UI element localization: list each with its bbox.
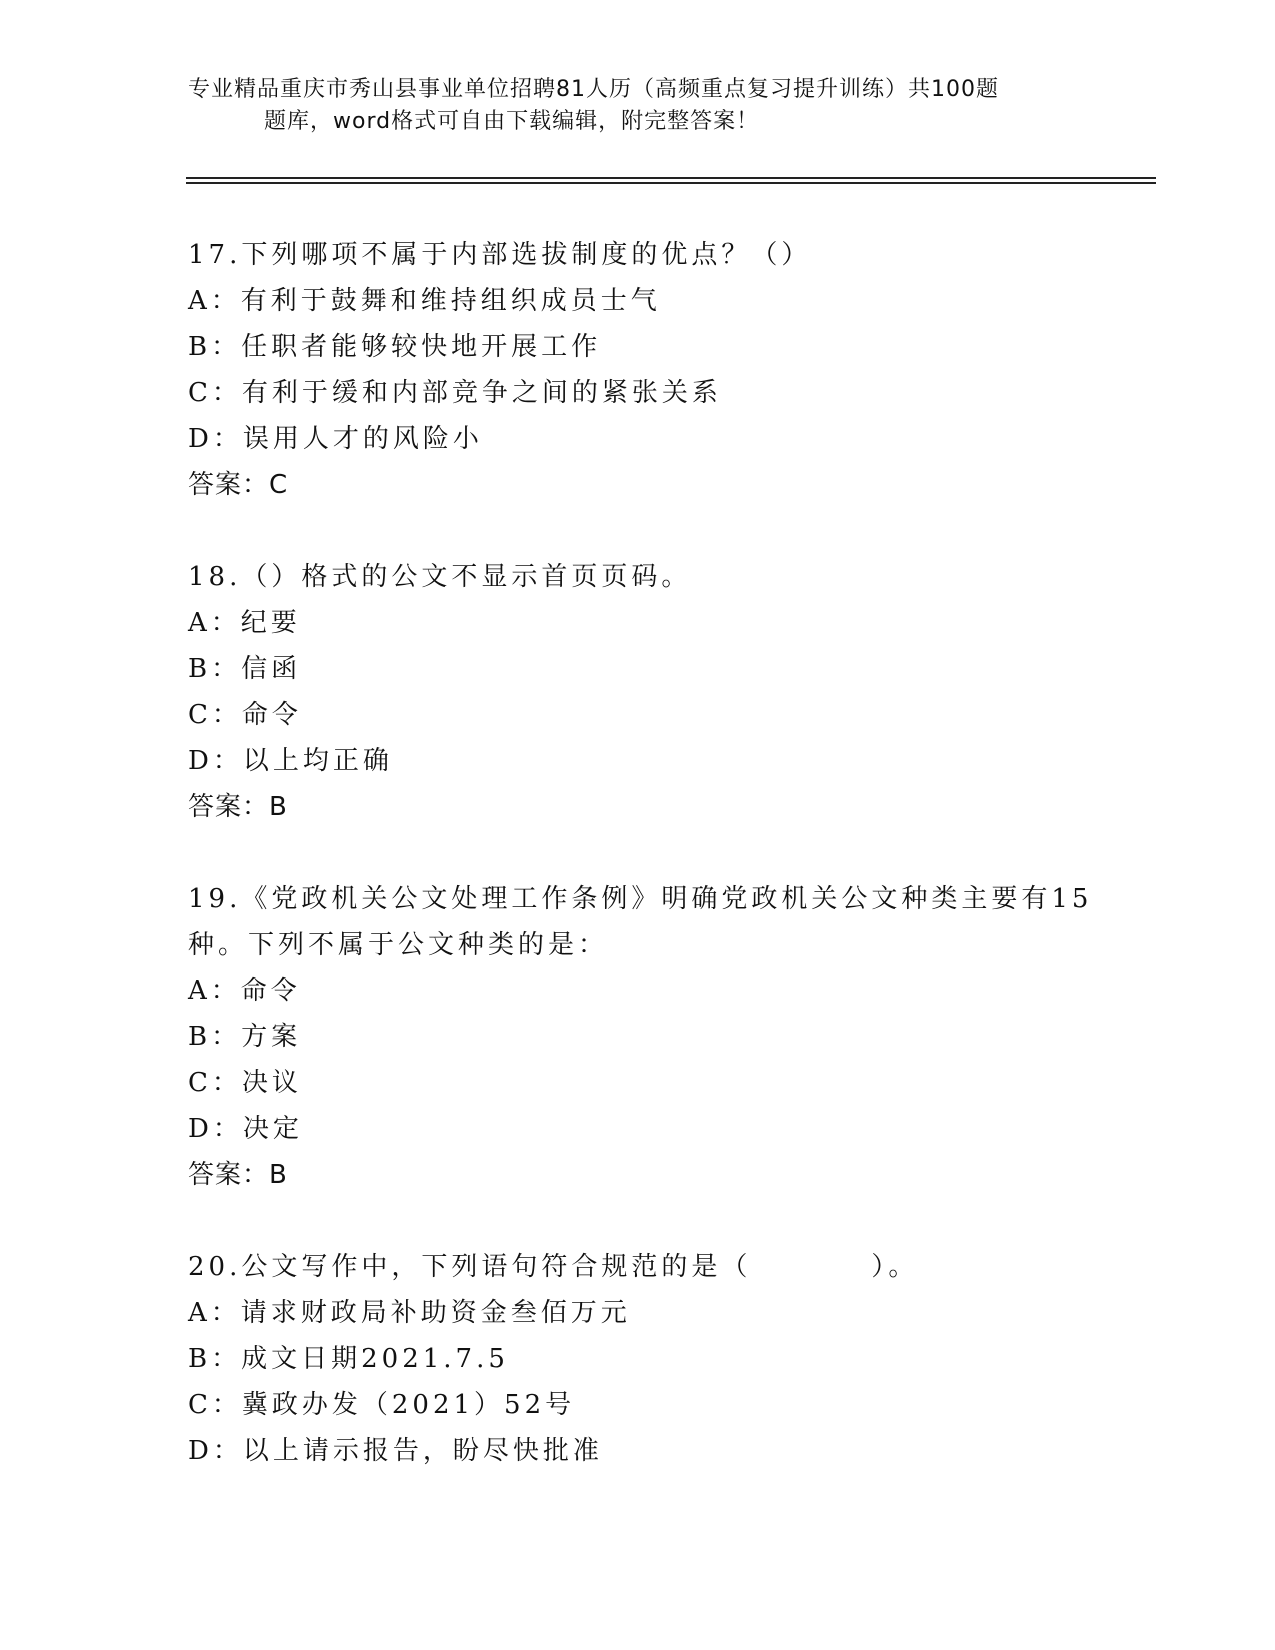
header-title-line-1: 专业精品重庆市秀山县事业单位招聘81人历（高频重点复习提升训练）共100题 bbox=[188, 77, 999, 102]
option-b: B：任职者能够较快地开展工作 bbox=[188, 332, 602, 362]
document-header bbox=[188, 74, 1088, 138]
option-c: C：决议 bbox=[188, 1068, 302, 1098]
question-18 bbox=[188, 554, 1088, 830]
option-b: B：成文日期2021.7.5 bbox=[188, 1344, 509, 1374]
question-17 bbox=[188, 232, 1088, 508]
answer-label: 答案：C bbox=[188, 470, 289, 500]
option-b: B：方案 bbox=[188, 1022, 302, 1052]
header-title-line-2: 题库，word格式可自由下载编辑，附完整答案！ bbox=[264, 109, 760, 134]
option-b: B：信函 bbox=[188, 654, 302, 684]
question-stem-line-2: 种。下列不属于公文种类的是： bbox=[188, 930, 609, 960]
header-divider-bottom bbox=[186, 182, 1156, 184]
option-d: D：误用人才的风险小 bbox=[188, 424, 483, 454]
option-c: C：冀政办发（2021）52号 bbox=[188, 1390, 576, 1420]
option-a: A：命令 bbox=[188, 976, 301, 1006]
option-a: A：请求财政局补助资金叁佰万元 bbox=[188, 1298, 631, 1328]
option-c: C：有利于缓和内部竞争之间的紧张关系 bbox=[188, 378, 722, 408]
header-divider-top bbox=[186, 177, 1156, 179]
answer-label: 答案：B bbox=[188, 1160, 288, 1190]
option-c: C：命令 bbox=[188, 700, 302, 730]
question-list bbox=[188, 232, 1093, 1520]
option-a: A：纪要 bbox=[188, 608, 301, 638]
option-d: D：以上均正确 bbox=[188, 746, 393, 776]
question-stem: 20.公文写作中，下列语句符合规范的是（ ）。 bbox=[188, 1252, 919, 1282]
question-stem-line-1: 19.《党政机关公文处理工作条例》明确党政机关公文种类主要有15 bbox=[188, 884, 1093, 914]
question-20 bbox=[188, 1244, 1088, 1474]
question-stem: 17.下列哪项不属于内部选拔制度的优点？（） bbox=[188, 240, 812, 270]
question-19 bbox=[188, 876, 1093, 1198]
option-d: D：以上请示报告，盼尽快批准 bbox=[188, 1436, 603, 1466]
option-d: D：决定 bbox=[188, 1114, 303, 1144]
question-stem: 18.（）格式的公文不显示首页页码。 bbox=[188, 562, 692, 592]
option-a: A：有利于鼓舞和维持组织成员士气 bbox=[188, 286, 661, 316]
answer-label: 答案：B bbox=[188, 792, 288, 822]
